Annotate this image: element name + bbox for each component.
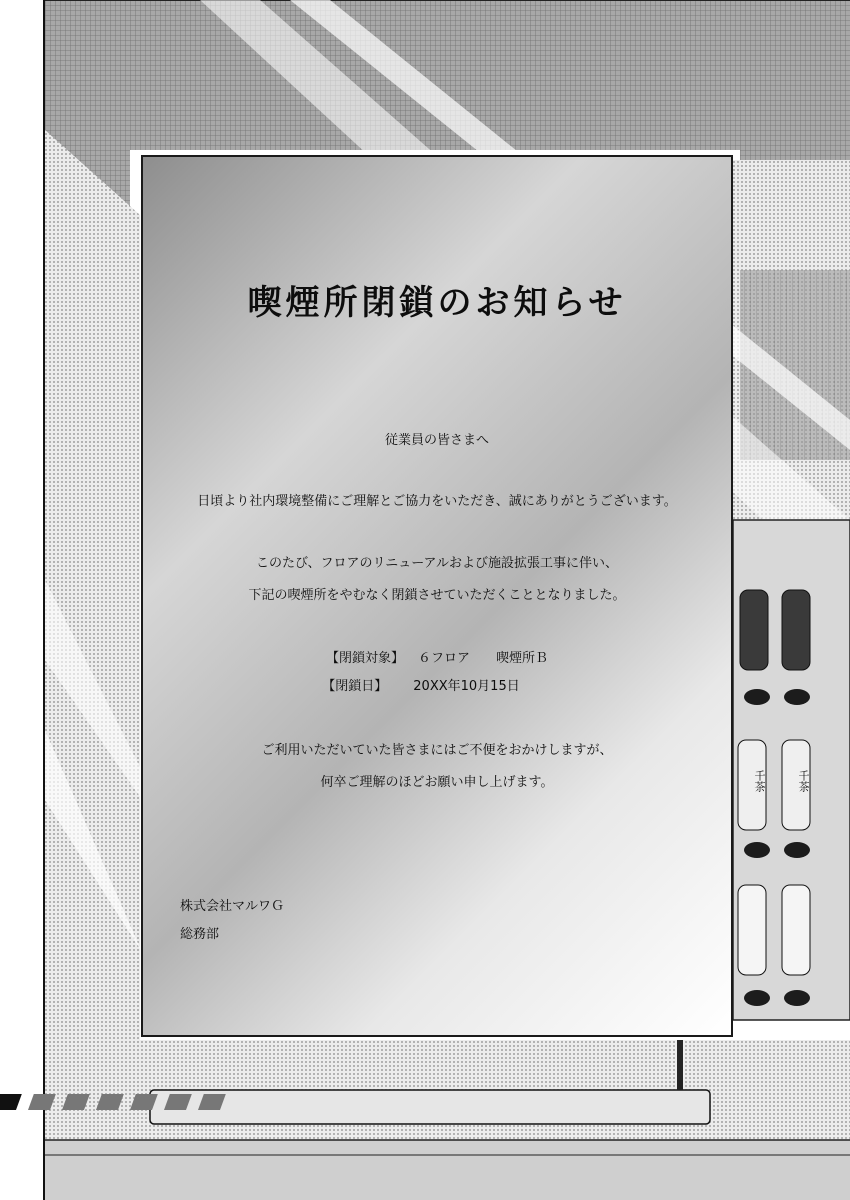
notice-apology-line-1: ご利用いただいていた皆さまにはご不便をおかけしますが、: [261, 743, 613, 758]
closure-date-label: 【閉鎖日】: [322, 679, 388, 694]
notice-poster: [141, 155, 733, 1037]
closure-target-place: 喫煙所Ｂ: [496, 651, 549, 666]
closure-target-floor: ６フロア: [417, 651, 470, 666]
notice-body-line-1: このたび、フロアのリニューアルおよび施設拡張工事に伴い、: [255, 556, 619, 571]
bottle-label-1: 千茶: [753, 770, 766, 792]
bottle-label-2: 千茶: [797, 770, 810, 792]
closure-date-value: 20XX年10月15日: [413, 679, 520, 694]
closure-date-row: [127, 675, 715, 694]
notice-company: 株式会社マルワＧ: [180, 899, 285, 914]
notice-apology-line-2: 何卒ご理解のほどお願い申し上げます。: [320, 775, 554, 790]
notice-title: 喫煙所閉鎖のお知らせ: [247, 283, 627, 323]
closure-target-row: [143, 647, 731, 666]
closure-target-label: 【閉鎖対象】: [325, 651, 404, 666]
notice-body-line-2: 下記の喫煙所をやむなく閉鎖させていただくこととなりました。: [248, 588, 626, 603]
notice-department: 総務部: [180, 927, 220, 942]
notice-thanks: 日頃より社内環境整備にご理解とご協力をいただき、誠にありがとうございます。: [197, 494, 677, 509]
notice-greeting: 従業員の皆さまへ: [384, 433, 489, 448]
